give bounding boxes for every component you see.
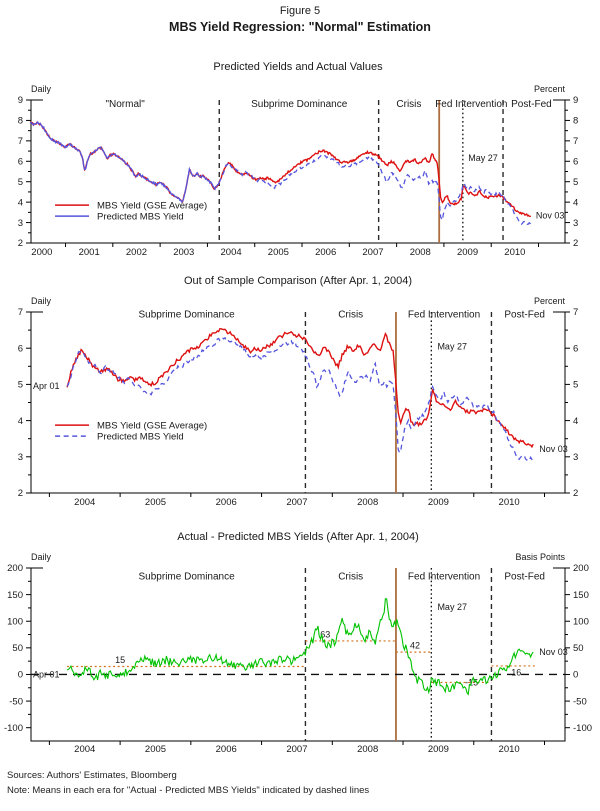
left-unit-label: Daily <box>31 84 52 94</box>
x-year-label: 2008 <box>357 497 379 508</box>
x-year-label: 2004 <box>74 497 96 508</box>
x-year-label: 2009 <box>427 497 449 508</box>
x-year-label: 2000 <box>31 247 53 258</box>
y-tick-label-left: -100 <box>3 722 23 734</box>
left-unit-label: Daily <box>31 296 52 306</box>
era-label: Crisis <box>338 309 364 321</box>
y-tick-label-left: 0 <box>17 669 23 681</box>
x-year-label: 2006 <box>315 247 337 258</box>
chart-predicted-vs-actual <box>0 58 600 260</box>
y-tick-label-right: 0 <box>573 669 579 681</box>
annotation-apr-01: Apr 01 <box>33 381 60 392</box>
annotation-may-27: May 27 <box>437 601 467 612</box>
y-tick-label-left: 3 <box>17 217 23 229</box>
x-year-label: 2007 <box>286 744 308 755</box>
y-tick-label-right: 7 <box>573 307 579 319</box>
era-label: Crisis <box>396 99 422 111</box>
y-tick-label-right: 3 <box>573 452 579 463</box>
era-label: Fed Intervention <box>435 99 508 111</box>
plot-frame <box>31 568 565 741</box>
legend-label: Predicted MBS Yield <box>97 431 184 443</box>
y-tick-label-right: 50 <box>573 643 584 655</box>
annotation-apr-01: Apr 01 <box>33 669 60 680</box>
y-tick-label-right: -50 <box>573 696 587 708</box>
y-tick-label-right: 200 <box>573 563 589 575</box>
era-label: Fed Intervention <box>407 309 481 321</box>
plot-frame <box>31 312 565 493</box>
era-mean-label: 16 <box>511 667 522 678</box>
chart-title: Actual - Predicted MBS Yields (After Apr. 1, 2004) <box>177 531 419 543</box>
y-tick-label-left: 8 <box>17 115 23 127</box>
legend-label: Predicted MBS Yield <box>97 211 184 223</box>
y-tick-label-right: 3 <box>573 217 579 229</box>
x-year-label: 2006 <box>215 744 237 755</box>
x-year-label: 2010 <box>498 744 520 755</box>
y-tick-label-right: -100 <box>573 722 593 734</box>
era-mean-label: 15 <box>115 655 126 666</box>
y-tick-label-right: 9 <box>573 95 579 107</box>
annotation-nov-03: Nov 03 <box>539 647 568 658</box>
era-label: Subprime Dominance <box>138 571 235 583</box>
y-tick-label-right: 150 <box>573 589 589 601</box>
y-tick-label-left: 50 <box>12 643 23 655</box>
sources-note: Sources: Authors' Estimates, Bloomberg <box>7 770 177 781</box>
x-year-label: 2009 <box>456 247 479 258</box>
era-label: Subprime Dominance <box>138 309 235 321</box>
x-year-label: 2002 <box>125 247 148 258</box>
y-tick-label-right: 8 <box>573 115 579 127</box>
x-year-label: 2005 <box>144 497 167 508</box>
chart-title: Predicted Yields and Actual Values <box>213 61 383 73</box>
x-year-label: 2009 <box>427 744 449 755</box>
legend-label: MBS Yield (GSE Average) <box>97 200 208 212</box>
y-tick-label-left: 2 <box>17 488 23 500</box>
y-tick-label-right: 4 <box>573 415 579 427</box>
x-year-label: 2003 <box>173 247 195 258</box>
era-mean-label: 42 <box>410 640 421 651</box>
y-tick-label-left: 5 <box>17 176 23 188</box>
era-label: Fed Intervention <box>407 571 481 583</box>
chart-canvas-out-of-sample <box>0 272 600 508</box>
y-tick-label-left: 7 <box>17 136 23 148</box>
series-line-predicted <box>219 155 531 225</box>
right-unit-label: Percent <box>533 296 565 306</box>
x-year-label: 2004 <box>220 247 242 258</box>
y-tick-label-right: 6 <box>573 343 579 355</box>
era-label: Crisis <box>338 571 364 583</box>
y-tick-label-left: 9 <box>17 95 23 107</box>
x-year-label: 2010 <box>504 247 526 258</box>
right-unit-label: Basis Points <box>515 552 565 562</box>
x-year-label: 2007 <box>286 497 308 508</box>
y-tick-label-left: 4 <box>17 197 23 209</box>
y-tick-label-right: 5 <box>573 176 579 188</box>
y-tick-label-left: 6 <box>17 343 23 355</box>
means-note: Note: Means in each era for "Actual - Predicted MBS Yields" indicated by dashed lines <box>7 785 370 796</box>
x-year-label: 2008 <box>357 744 379 755</box>
chart-canvas-actual-minus-predicted <box>0 528 600 756</box>
y-tick-label-right: 100 <box>573 616 589 628</box>
x-year-label: 2010 <box>498 497 520 508</box>
y-tick-label-right: 6 <box>573 156 579 168</box>
legend <box>55 200 207 222</box>
y-tick-label-left: 2 <box>17 238 23 250</box>
y-tick-label-right: 4 <box>573 197 579 209</box>
chart-title: Out of Sample Comparison (After Apr. 1, 2004) <box>183 275 413 287</box>
y-tick-label-left: 200 <box>7 563 23 575</box>
x-year-label: 2008 <box>409 247 431 258</box>
y-tick-label-right: 2 <box>573 488 579 500</box>
chart-canvas-predicted-vs-actual <box>0 58 600 260</box>
y-tick-label-left: 3 <box>17 452 23 463</box>
x-year-label: 2007 <box>362 247 384 258</box>
era-label: Post-Fed <box>504 309 545 321</box>
y-tick-label-left: 6 <box>17 156 23 168</box>
right-unit-label: Percent <box>533 84 565 94</box>
chart-out-of-sample <box>0 272 600 508</box>
left-unit-label: Daily <box>31 552 52 562</box>
era-label: Post-Fed <box>511 99 552 111</box>
annotation-may-27: May 27 <box>468 153 498 164</box>
figure-number: Figure 5 <box>279 5 321 17</box>
y-tick-label-left: 4 <box>17 415 23 427</box>
x-year-label: 2006 <box>215 497 237 508</box>
era-label: "Normal" <box>105 99 145 111</box>
legend-label: MBS Yield (GSE Average) <box>97 420 208 432</box>
y-tick-label-right: 2 <box>573 238 579 250</box>
annotation-nov-03: Nov 03 <box>539 443 568 454</box>
y-tick-label-left: 7 <box>17 307 23 319</box>
figure-title: MBS Yield Regression: "Normal" Estimation <box>169 20 431 34</box>
y-tick-label-right: 7 <box>573 136 579 148</box>
y-tick-label-left: -50 <box>9 696 23 708</box>
x-year-label: 2004 <box>74 744 96 755</box>
annotation-may-27: May 27 <box>437 341 467 352</box>
series-line-predicted <box>30 122 219 202</box>
y-tick-label-left: 150 <box>7 589 23 601</box>
y-tick-label-left: 5 <box>17 379 23 391</box>
x-year-label: 2001 <box>78 247 100 258</box>
annotation-nov-03: Nov 03 <box>535 210 565 221</box>
chart-actual-minus-predicted <box>0 528 600 756</box>
era-mean-label: -15 <box>465 677 479 688</box>
x-year-label: 2005 <box>144 744 167 755</box>
legend <box>55 420 207 442</box>
y-tick-label-left: 100 <box>7 616 23 628</box>
x-year-label: 2005 <box>267 247 289 258</box>
era-mean-label: 63 <box>320 629 331 640</box>
era-label: Subprime Dominance <box>251 99 348 111</box>
y-tick-label-right: 5 <box>573 379 579 391</box>
era-label: Post-Fed <box>504 571 545 583</box>
series-line-residual <box>67 599 533 695</box>
